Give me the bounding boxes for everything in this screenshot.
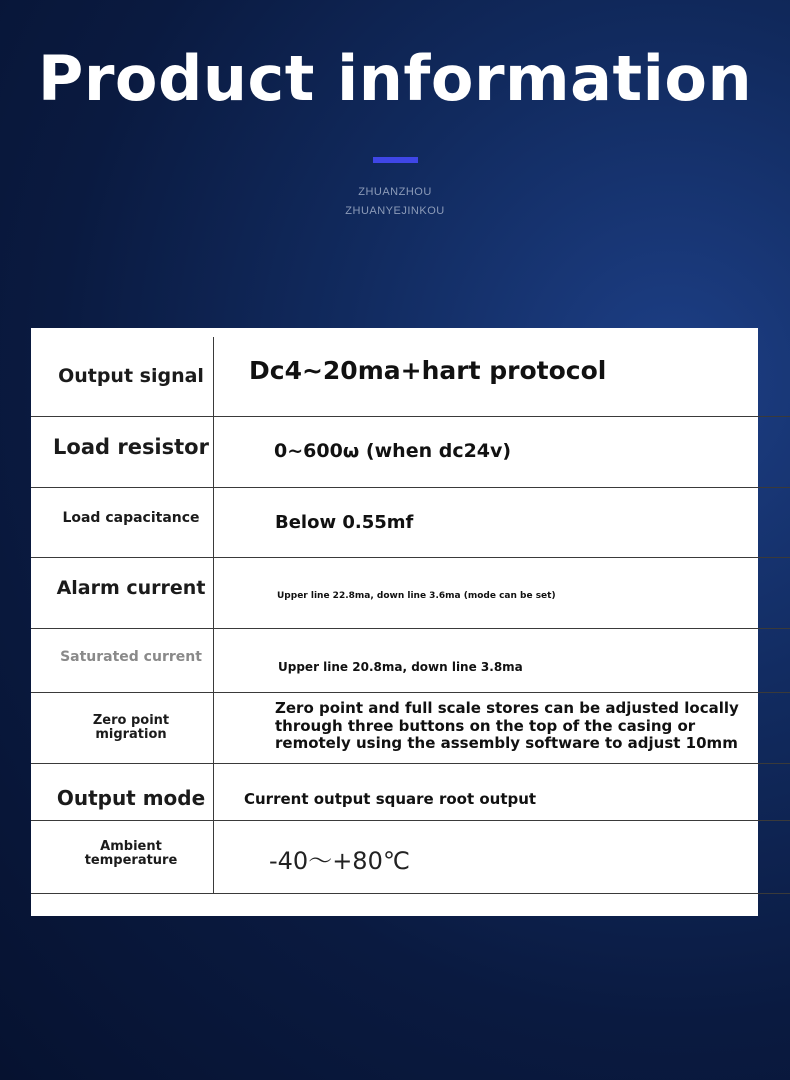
spec-label-ambient-temperature-text: Ambient temperature: [84, 838, 178, 868]
spec-label-zero-point-migration-text: Zero point migration: [92, 712, 170, 742]
spec-label-output-signal: Output signal: [58, 365, 204, 388]
spec-value-load-capacitance: Below 0.55mf: [275, 511, 414, 533]
spec-label-zero-point-migration: [31, 693, 231, 763]
spec-label-alarm-current: Alarm current: [56, 576, 206, 599]
title-accent-bar: [373, 157, 418, 163]
spec-value-output-mode: Current output square root output: [244, 790, 537, 808]
spec-label-saturated-current: Saturated current: [60, 649, 202, 666]
subtitle-line-2: ZHUANYEJINKOU: [345, 205, 445, 217]
spec-value-ambient-temperature: -40～+80℃: [269, 846, 410, 875]
spec-value-load-resistor: 0~600ω (when dc24v): [274, 440, 512, 462]
row-divider: [31, 763, 790, 764]
spec-value-saturated-current: Upper line 20.8ma, down line 3.8ma: [278, 660, 523, 674]
row-divider: [31, 893, 790, 894]
spec-value-zero-point-migration: Zero point and full scale stores can be adjusted locally through three buttons on the top of the casing or remotely using the assembly software to adjust 10mm: [275, 699, 739, 753]
spec-label-load-capacitance: Load capacitance: [62, 510, 200, 527]
page-title: Product information: [37, 42, 753, 115]
subtitle-line-1: ZHUANZHOU: [358, 186, 432, 198]
spec-label-ambient-temperature: [31, 824, 231, 884]
spec-value-output-signal: Dc4~20ma+hart protocol: [249, 355, 607, 385]
spec-label-load-resistor: Load resistor: [53, 435, 209, 460]
spec-value-alarm-current: Upper line 22.8ma, down line 3.6ma (mode can be set): [277, 591, 556, 601]
spec-label-output-mode: Output mode: [56, 786, 206, 810]
